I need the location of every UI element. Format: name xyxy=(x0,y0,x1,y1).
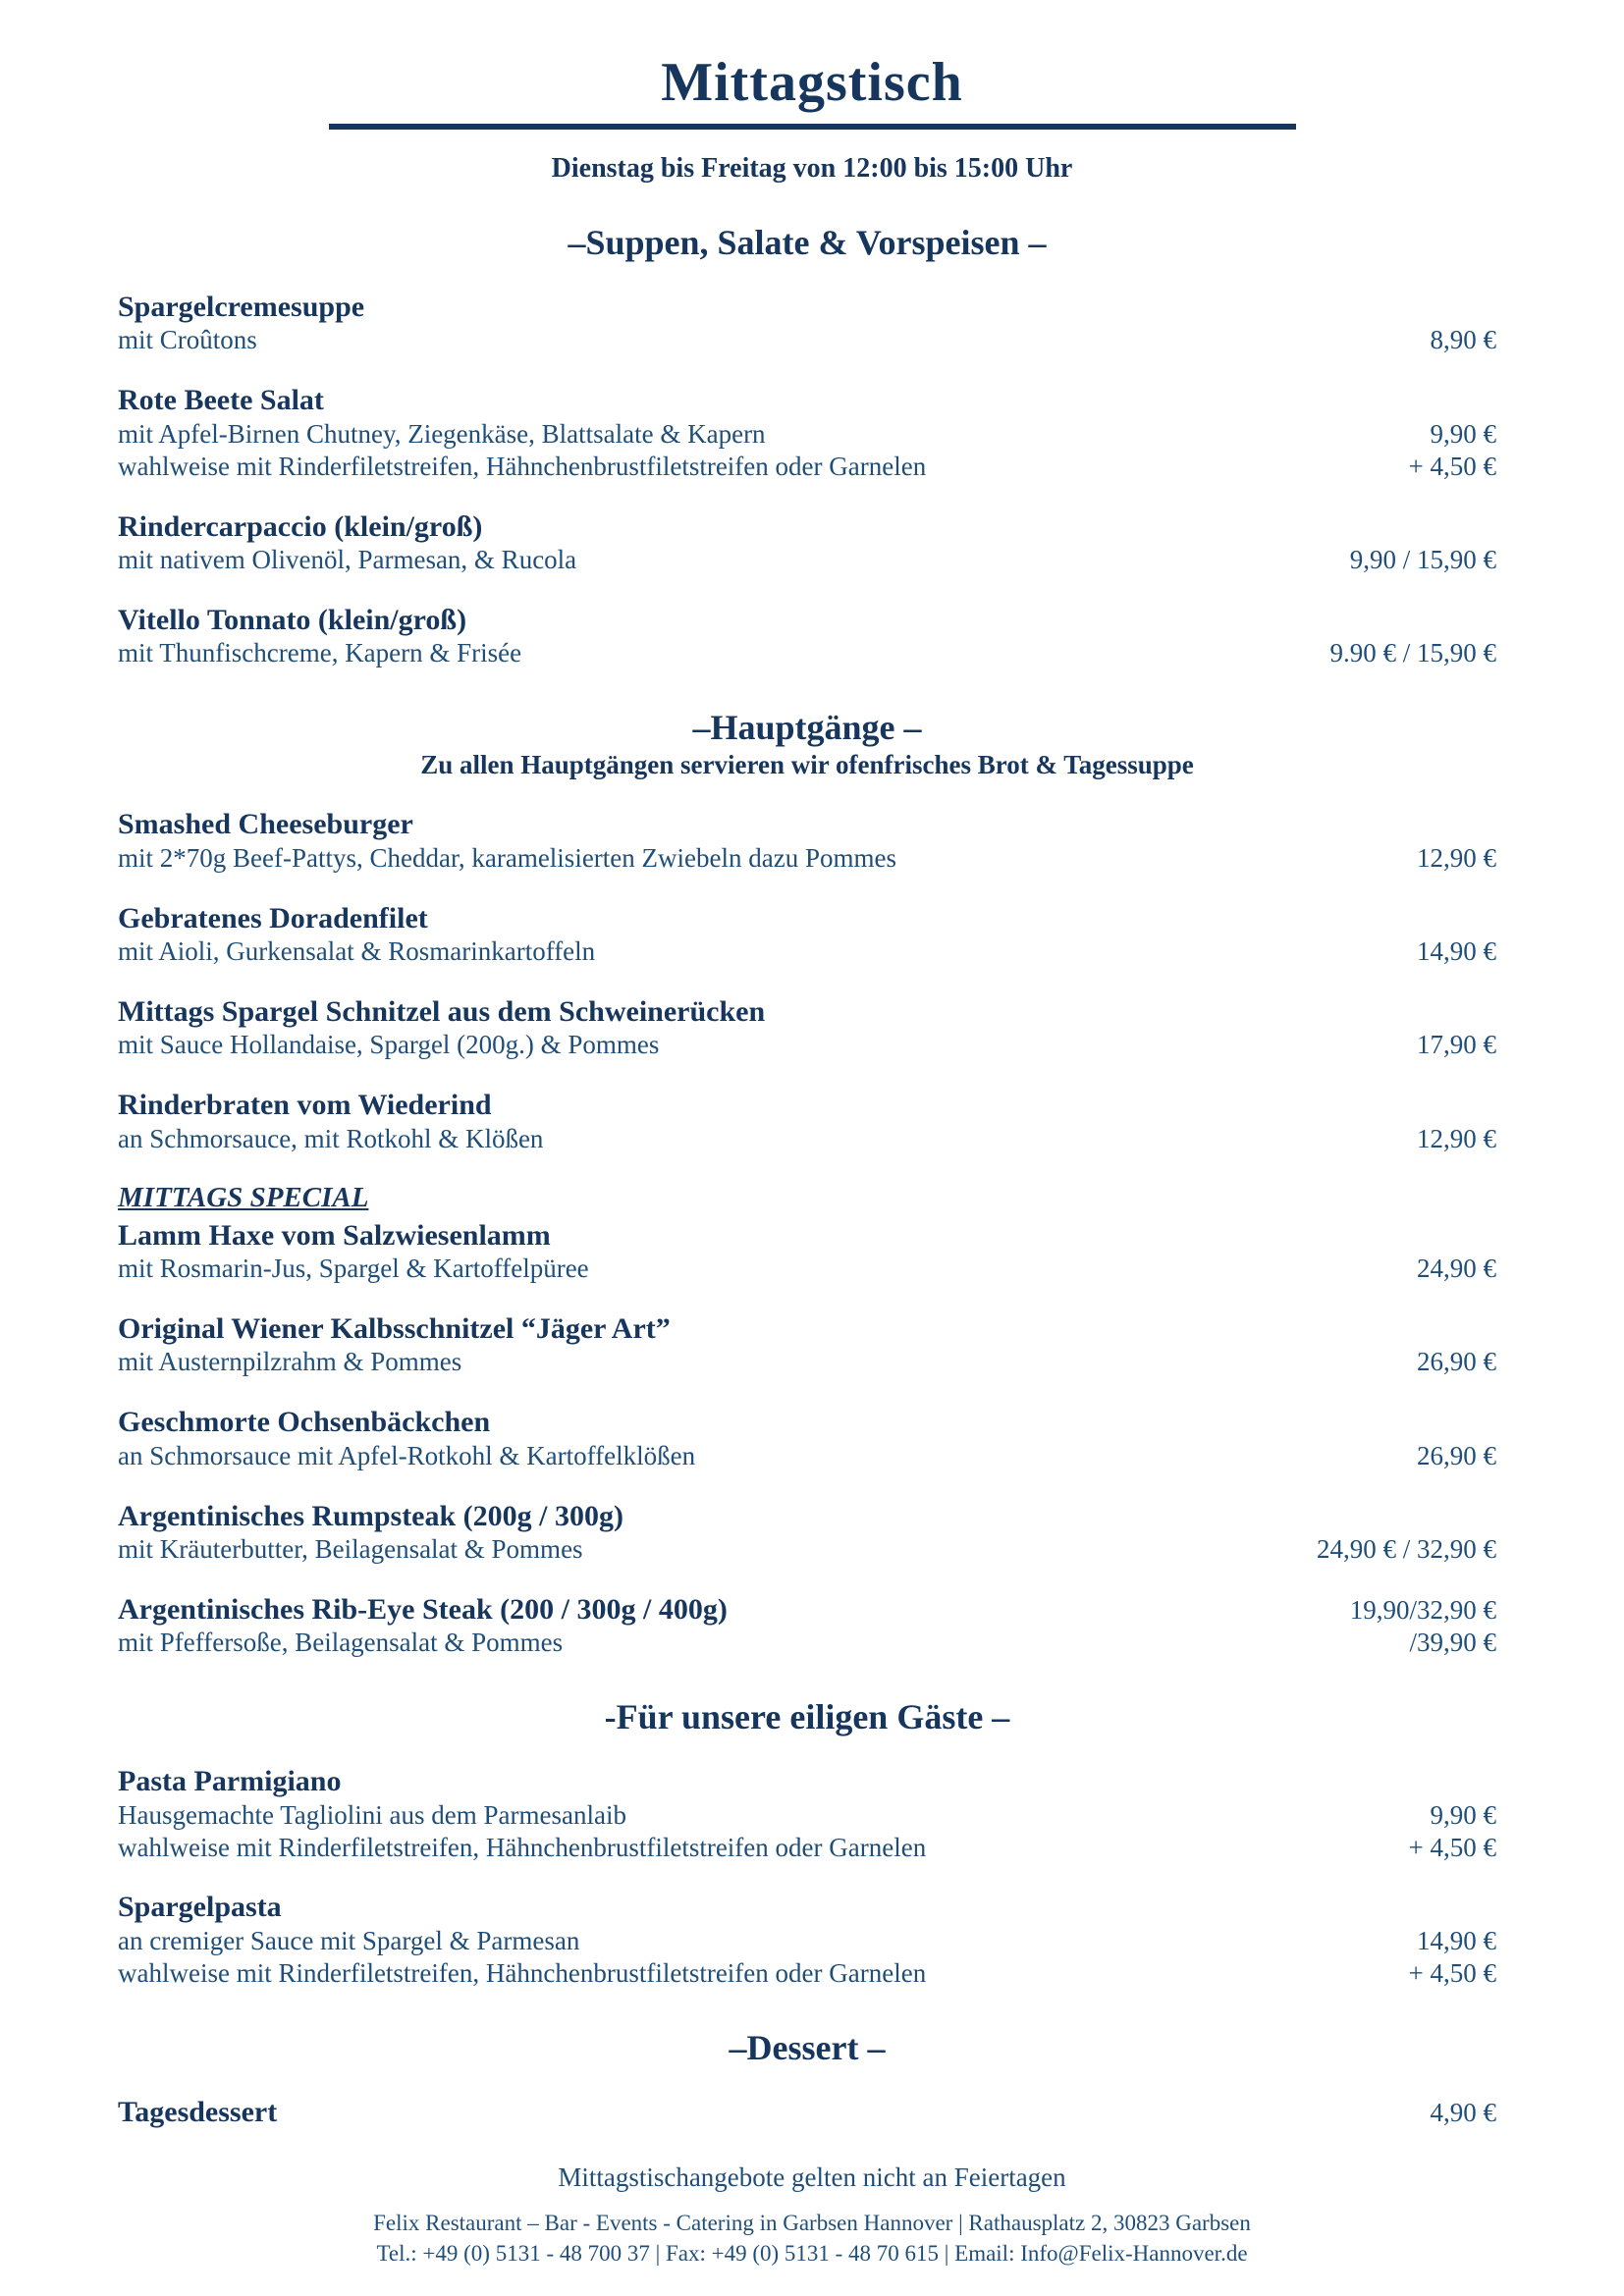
item-desc: an Schmorsauce, mit Rotkohl & Klößen xyxy=(118,1123,544,1153)
item-title: Lamm Haxe vom Salzwiesenlamm xyxy=(118,1218,551,1252)
item-title-row xyxy=(118,603,1496,637)
item-desc: mit Apfel-Birnen Chutney, Ziegenkäse, Blattsalate & Kapern xyxy=(118,418,766,449)
item-price: 9,90 / 15,90 € xyxy=(1349,544,1496,574)
item-desc: mit Kräuterbutter, Beilagensalat & Pommes xyxy=(118,1533,583,1564)
item-price: + 4,50 € xyxy=(1408,1957,1496,1988)
item-desc: an Schmorsauce mit Apfel-Rotkohl & Kartoffelklößen xyxy=(118,1440,696,1470)
special-label: MITTAGS SPECIAL xyxy=(118,1181,369,1213)
item-title: Gebratenes Doradenfilet xyxy=(118,901,428,934)
item-title-row xyxy=(118,1499,1496,1533)
item-title: Argentinisches Rib-Eye Steak (200 / 300g / 400g) xyxy=(118,1592,728,1626)
item-desc-row xyxy=(118,324,1496,356)
item-desc-row xyxy=(118,1627,1496,1659)
item-desc: an cremiger Sauce mit Spargel & Parmesan xyxy=(118,1925,580,1955)
item-desc-row xyxy=(118,451,1496,483)
item-title-row xyxy=(118,2095,1496,2129)
menu-section xyxy=(118,707,1496,1659)
item-price: 9,90 € xyxy=(1430,418,1496,449)
menu-item xyxy=(118,1311,1496,1378)
item-title: Argentinisches Rumpsteak (200g / 300g) xyxy=(118,1499,623,1532)
item-title-row xyxy=(118,1311,1496,1346)
menu-item xyxy=(118,509,1496,576)
item-price: 19,90/32,90 € xyxy=(1349,1594,1496,1625)
section-heading: –Dessert – xyxy=(729,2027,886,2067)
item-desc-row xyxy=(118,1925,1496,1957)
item-desc-row xyxy=(118,1832,1496,1864)
item-price: 12,90 € xyxy=(1417,842,1496,873)
item-desc: mit Sauce Hollandaise, Spargel (200g.) & Pommes xyxy=(118,1030,660,1060)
item-title-row xyxy=(118,290,1496,324)
item-title-row xyxy=(118,509,1496,544)
item-price: 14,90 € xyxy=(1417,1925,1496,1955)
item-desc: wahlweise mit Rinderfiletstreifen, Hähnchenbrustfiletstreifen oder Garnelen xyxy=(118,451,927,481)
menu-item xyxy=(118,1764,1496,1863)
menu-item xyxy=(118,1592,1496,1659)
menu-item xyxy=(118,1088,1496,1154)
menu-item xyxy=(118,1405,1496,1471)
item-desc-row xyxy=(118,1799,1496,1832)
item-title: Smashed Cheeseburger xyxy=(118,808,413,841)
item-desc-row xyxy=(118,1440,1496,1472)
footer-note: Mittagstischangebote gelten nicht an Feiertagen xyxy=(558,2163,1066,2193)
item-price: 24,90 € / 32,90 € xyxy=(1316,1533,1496,1564)
page-subtitle: Dienstag bis Freitag von 12:00 bis 15:00 Uhr xyxy=(551,153,1073,184)
menu-item xyxy=(118,290,1496,356)
item-title: Vitello Tonnato (klein/groß) xyxy=(118,603,467,636)
item-desc-row xyxy=(118,1253,1496,1285)
item-price: 26,90 € xyxy=(1417,1347,1496,1377)
item-title: Mittags Spargel Schnitzel aus dem Schweinerücken xyxy=(118,994,766,1028)
item-title: Rinderbraten vom Wiederind xyxy=(118,1089,492,1122)
item-desc-row xyxy=(118,544,1496,576)
page-footer xyxy=(0,2163,1624,2269)
menu-section xyxy=(118,222,1496,669)
item-desc-row xyxy=(118,935,1496,968)
item-price: 24,90 € xyxy=(1417,1253,1496,1283)
item-desc: mit Thunfischcreme, Kapern & Frisée xyxy=(118,638,522,668)
item-price: 8,90 € xyxy=(1430,325,1496,355)
item-title: Pasta Parmigiano xyxy=(118,1765,342,1798)
item-desc-row xyxy=(118,418,1496,451)
menu-item xyxy=(118,1890,1496,1989)
menu-section xyxy=(118,1696,1496,1990)
item-price: + 4,50 € xyxy=(1408,1832,1496,1862)
item-desc-row xyxy=(118,842,1496,875)
section-heading: –Hauptgänge – xyxy=(692,708,922,748)
item-desc-row xyxy=(118,1029,1496,1061)
item-desc-row xyxy=(118,1957,1496,1990)
item-title: Tagesdessert xyxy=(118,2095,278,2128)
item-desc: mit nativem Olivenöl, Parmesan, & Rucola xyxy=(118,544,577,574)
item-title-row xyxy=(118,994,1496,1029)
section-subheading: Zu allen Hauptgängen servieren wir ofenfrisches Brot & Tagessuppe xyxy=(420,750,1194,780)
item-title-row xyxy=(118,1088,1496,1122)
item-desc: Hausgemachte Tagliolini aus dem Parmesanlaib xyxy=(118,1799,626,1830)
item-desc: wahlweise mit Rinderfiletstreifen, Hähnchenbrustfiletstreifen oder Garnelen xyxy=(118,1957,927,1988)
item-title: Geschmorte Ochsenbäckchen xyxy=(118,1406,491,1439)
item-title-row xyxy=(118,1405,1496,1439)
section-heading: -Für unsere eiligen Gäste – xyxy=(604,1697,1010,1737)
item-price: 9,90 € xyxy=(1430,1799,1496,1830)
page-header xyxy=(0,0,1624,185)
item-price: + 4,50 € xyxy=(1408,451,1496,481)
item-desc: mit Croûtons xyxy=(118,325,257,355)
item-desc-row xyxy=(118,637,1496,669)
item-title: Spargelcremesuppe xyxy=(118,291,365,323)
item-desc: mit 2*70g Beef-Pattys, Cheddar, karamelisierten Zwiebeln dazu Pommes xyxy=(118,842,896,873)
item-title-row xyxy=(118,901,1496,935)
item-title: Original Wiener Kalbsschnitzel “Jäger Art” xyxy=(118,1311,671,1345)
item-desc: mit Pfeffersoße, Beilagensalat & Pommes xyxy=(118,1628,564,1658)
item-title-row xyxy=(118,1764,1496,1798)
menu-item xyxy=(118,807,1496,874)
item-title-row xyxy=(118,807,1496,841)
item-price: 17,90 € xyxy=(1417,1030,1496,1060)
menu-item xyxy=(118,1499,1496,1566)
menu-item xyxy=(118,2095,1496,2129)
menu-item xyxy=(118,383,1496,482)
item-desc: mit Rosmarin-Jus, Spargel & Kartoffelpüree xyxy=(118,1253,589,1283)
item-title: Rote Beete Salat xyxy=(118,384,324,417)
item-title: Spargelpasta xyxy=(118,1891,282,1924)
item-price: 26,90 € xyxy=(1417,1440,1496,1470)
item-price: /39,90 € xyxy=(1409,1628,1496,1658)
item-title-row xyxy=(118,1218,1496,1253)
item-price: 9.90 € / 15,90 € xyxy=(1329,638,1496,668)
section-heading: –Suppen, Salate & Vorspeisen – xyxy=(568,223,1047,262)
menu-item xyxy=(118,1182,1496,1285)
item-desc-row xyxy=(118,1533,1496,1566)
item-price: 4,90 € xyxy=(1430,2097,1496,2127)
item-desc: mit Aioli, Gurkensalat & Rosmarinkartoffeln xyxy=(118,935,596,966)
item-title-row xyxy=(118,383,1496,417)
item-price: 14,90 € xyxy=(1417,935,1496,966)
menu-item xyxy=(118,994,1496,1061)
item-desc: mit Austernpilzrahm & Pommes xyxy=(118,1347,462,1377)
item-desc: wahlweise mit Rinderfiletstreifen, Hähnchenbrustfiletstreifen oder Garnelen xyxy=(118,1832,927,1862)
menu-item xyxy=(118,603,1496,669)
item-price: 12,90 € xyxy=(1417,1123,1496,1153)
menu-item xyxy=(118,901,1496,968)
footer-contact: Tel.: +49 (0) 5131 - 48 700 37 | Fax: +49 (0) 5131 - 48 70 615 | Email: Info@Felix-Hannover.de xyxy=(376,2240,1248,2266)
footer-address: Felix Restaurant – Bar - Events - Catering in Garbsen Hannover | Rathausplatz 2, 30823 Garbsen xyxy=(373,2211,1251,2236)
item-title: Rindercarpaccio (klein/groß) xyxy=(118,509,483,543)
menu-section xyxy=(118,2027,1496,2129)
item-desc-row xyxy=(118,1123,1496,1155)
item-title-row xyxy=(118,1890,1496,1924)
menu-sections xyxy=(0,222,1624,2129)
title-divider xyxy=(329,124,1296,130)
item-title-row xyxy=(118,1592,1496,1627)
item-desc-row xyxy=(118,1346,1496,1378)
page-title: Mittagstisch xyxy=(661,52,963,113)
